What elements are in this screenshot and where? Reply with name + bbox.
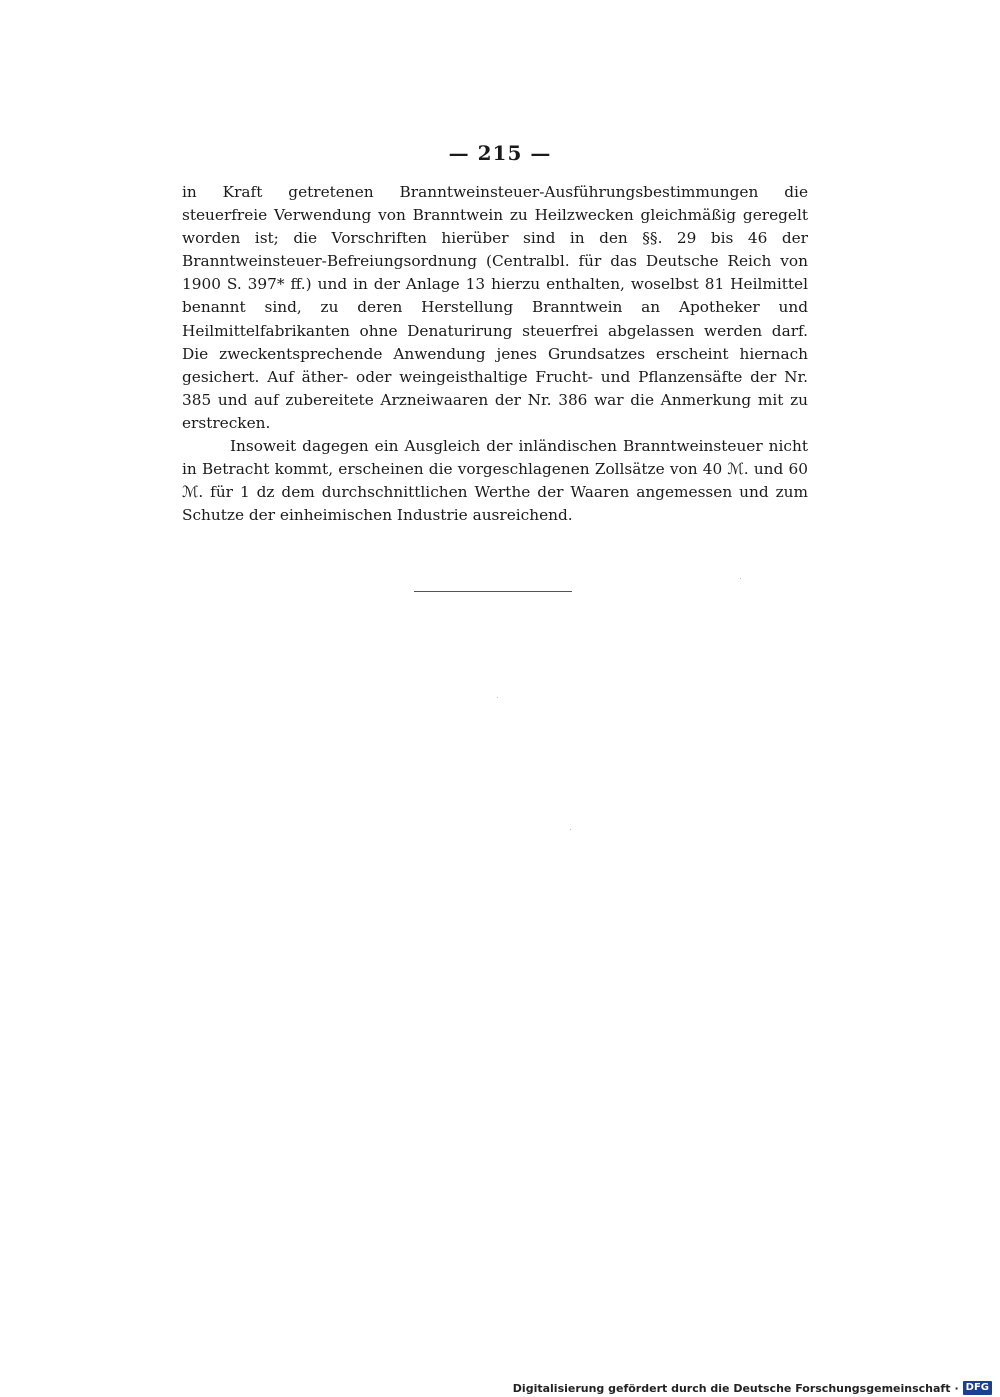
- footer-separator: ·: [954, 1381, 959, 1395]
- digitization-footer: [513, 1381, 992, 1395]
- scan-speck: [570, 829, 571, 830]
- body-text: [182, 181, 808, 527]
- footer-credit: Digitalisierung gefördert durch die Deutsche Forschungsgemeinschaft: [512, 1381, 951, 1395]
- section-divider: [414, 591, 572, 592]
- paragraph-continuation: in Kraft getretenen Branntweinsteuer-Ausführungsbestimmungen die steuerfreie Verwendung von Branntwein zu Heilzwecken gleichmäßig geregelt worden ist; die Vorschriften hierüber sind in den §§. 29 bis 46 der Branntweinsteuer-Befreiungsordnung (Centralbl. für das Deutsche Reich von 1900 S. 397* ff.) und in der Anlage 13 hierzu enthalten, woselbst 81 Heilmittel benannt sind, zu deren Herstellung Branntwein an Apotheker und Heilmittelfabrikanten ohne Denaturirung steuerfrei abgelassen werden darf. Die zweckentsprechende Anwendung jenes Grundsatzes erscheint hiernach gesichert. Auf äther- oder weingeisthaltige Frucht- und Pflanzensäfte der Nr. 385 und auf zubereitete Arzneiwaaren der Nr. 386 war die Anmerkung mit zu erstrecken.: [182, 183, 808, 432]
- dfg-logo-icon: DFG: [963, 1381, 992, 1395]
- scan-speck: [497, 697, 498, 698]
- scan-speck: [740, 578, 741, 579]
- paragraph-insoweit: Insoweit dagegen ein Ausgleich der inländischen Branntweinsteuer nicht in Betracht kommt, erscheinen die vorgeschlagenen Zollsätze von 40 ℳ. und 60 ℳ. für 1 dz dem durchschnittlichen Werthe der Waaren angemessen und zum Schutze der einheimischen Industrie ausreichend.: [182, 437, 808, 525]
- page-number: — 215 —: [448, 141, 552, 165]
